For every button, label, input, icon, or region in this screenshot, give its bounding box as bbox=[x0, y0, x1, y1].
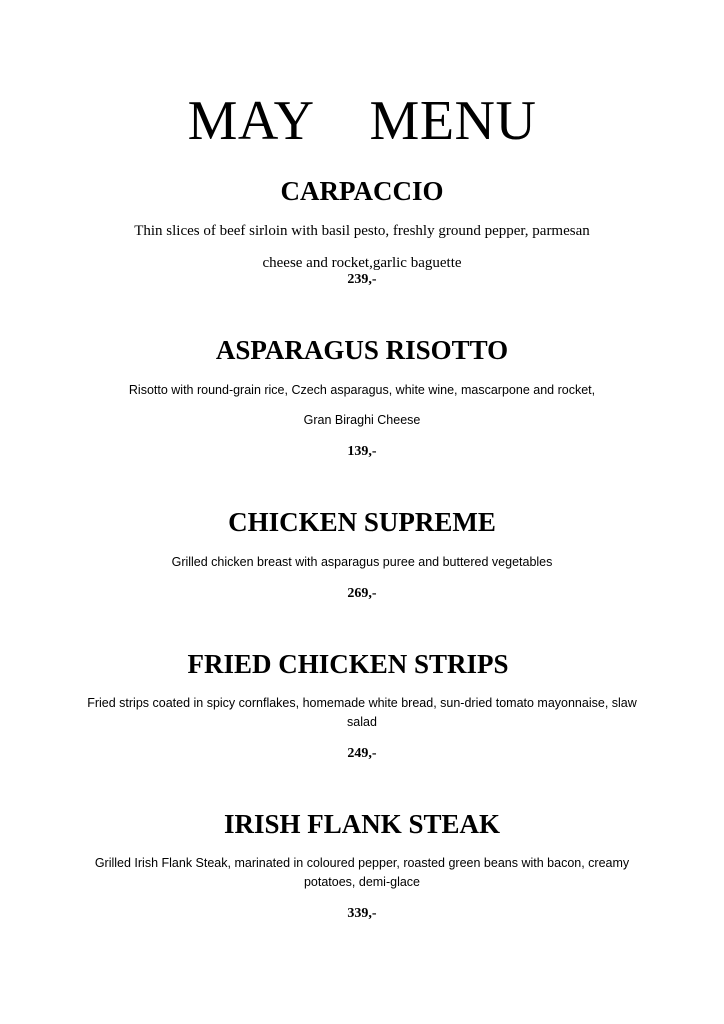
dish-name-carpaccio: CARPACCIO bbox=[280, 176, 444, 206]
dish-description-carpaccio-line-1: Thin slices of beef sirloin with basil pesto, freshly ground pepper, parmesan bbox=[134, 223, 590, 239]
dish-name-chicken-supreme: CHICKEN SUPREME bbox=[228, 507, 496, 537]
dish-description-irish-flank-steak-line-1: Grilled Irish Flank Steak, marinated in coloured pepper, roasted green beans with bacon, creamy bbox=[94, 856, 630, 870]
dish-description-asparagus-risotto-line-1: Risotto with round-grain rice, Czech asparagus, white wine, mascarpone and rocket, bbox=[128, 383, 596, 397]
menu-title: MAY MENU bbox=[187, 90, 537, 152]
dish-price-chicken-supreme: 269,- bbox=[347, 586, 377, 601]
dish-price-carpaccio: 239,- bbox=[347, 272, 377, 287]
dish-description-irish-flank-steak-line-2: potatoes, demi-glace bbox=[303, 875, 421, 889]
dish-description-carpaccio-line-2: cheese and rocket,garlic baguette bbox=[262, 255, 462, 271]
dish-description-fried-chicken-strips-line-1: Fried strips coated in spicy cornflakes, homemade white bread, sun-dried tomato mayonnaise, slaw bbox=[87, 696, 637, 710]
dish-description-chicken-supreme-line-1: Grilled chicken breast with asparagus puree and buttered vegetables bbox=[171, 555, 553, 569]
dish-description-fried-chicken-strips-line-2: salad bbox=[347, 715, 377, 729]
dish-description-asparagus-risotto-line-2: Gran Biraghi Cheese bbox=[303, 413, 421, 427]
dish-price-fried-chicken-strips: 249,- bbox=[347, 746, 377, 761]
dish-price-asparagus-risotto: 139,- bbox=[347, 444, 377, 459]
dish-name-fried-chicken-strips: FRIED CHICKEN STRIPS bbox=[187, 649, 509, 679]
dish-price-irish-flank-steak: 339,- bbox=[347, 906, 377, 921]
dish-name-irish-flank-steak: IRISH FLANK STEAK bbox=[223, 809, 501, 839]
dish-name-asparagus-risotto: ASPARAGUS RISOTTO bbox=[215, 335, 509, 365]
